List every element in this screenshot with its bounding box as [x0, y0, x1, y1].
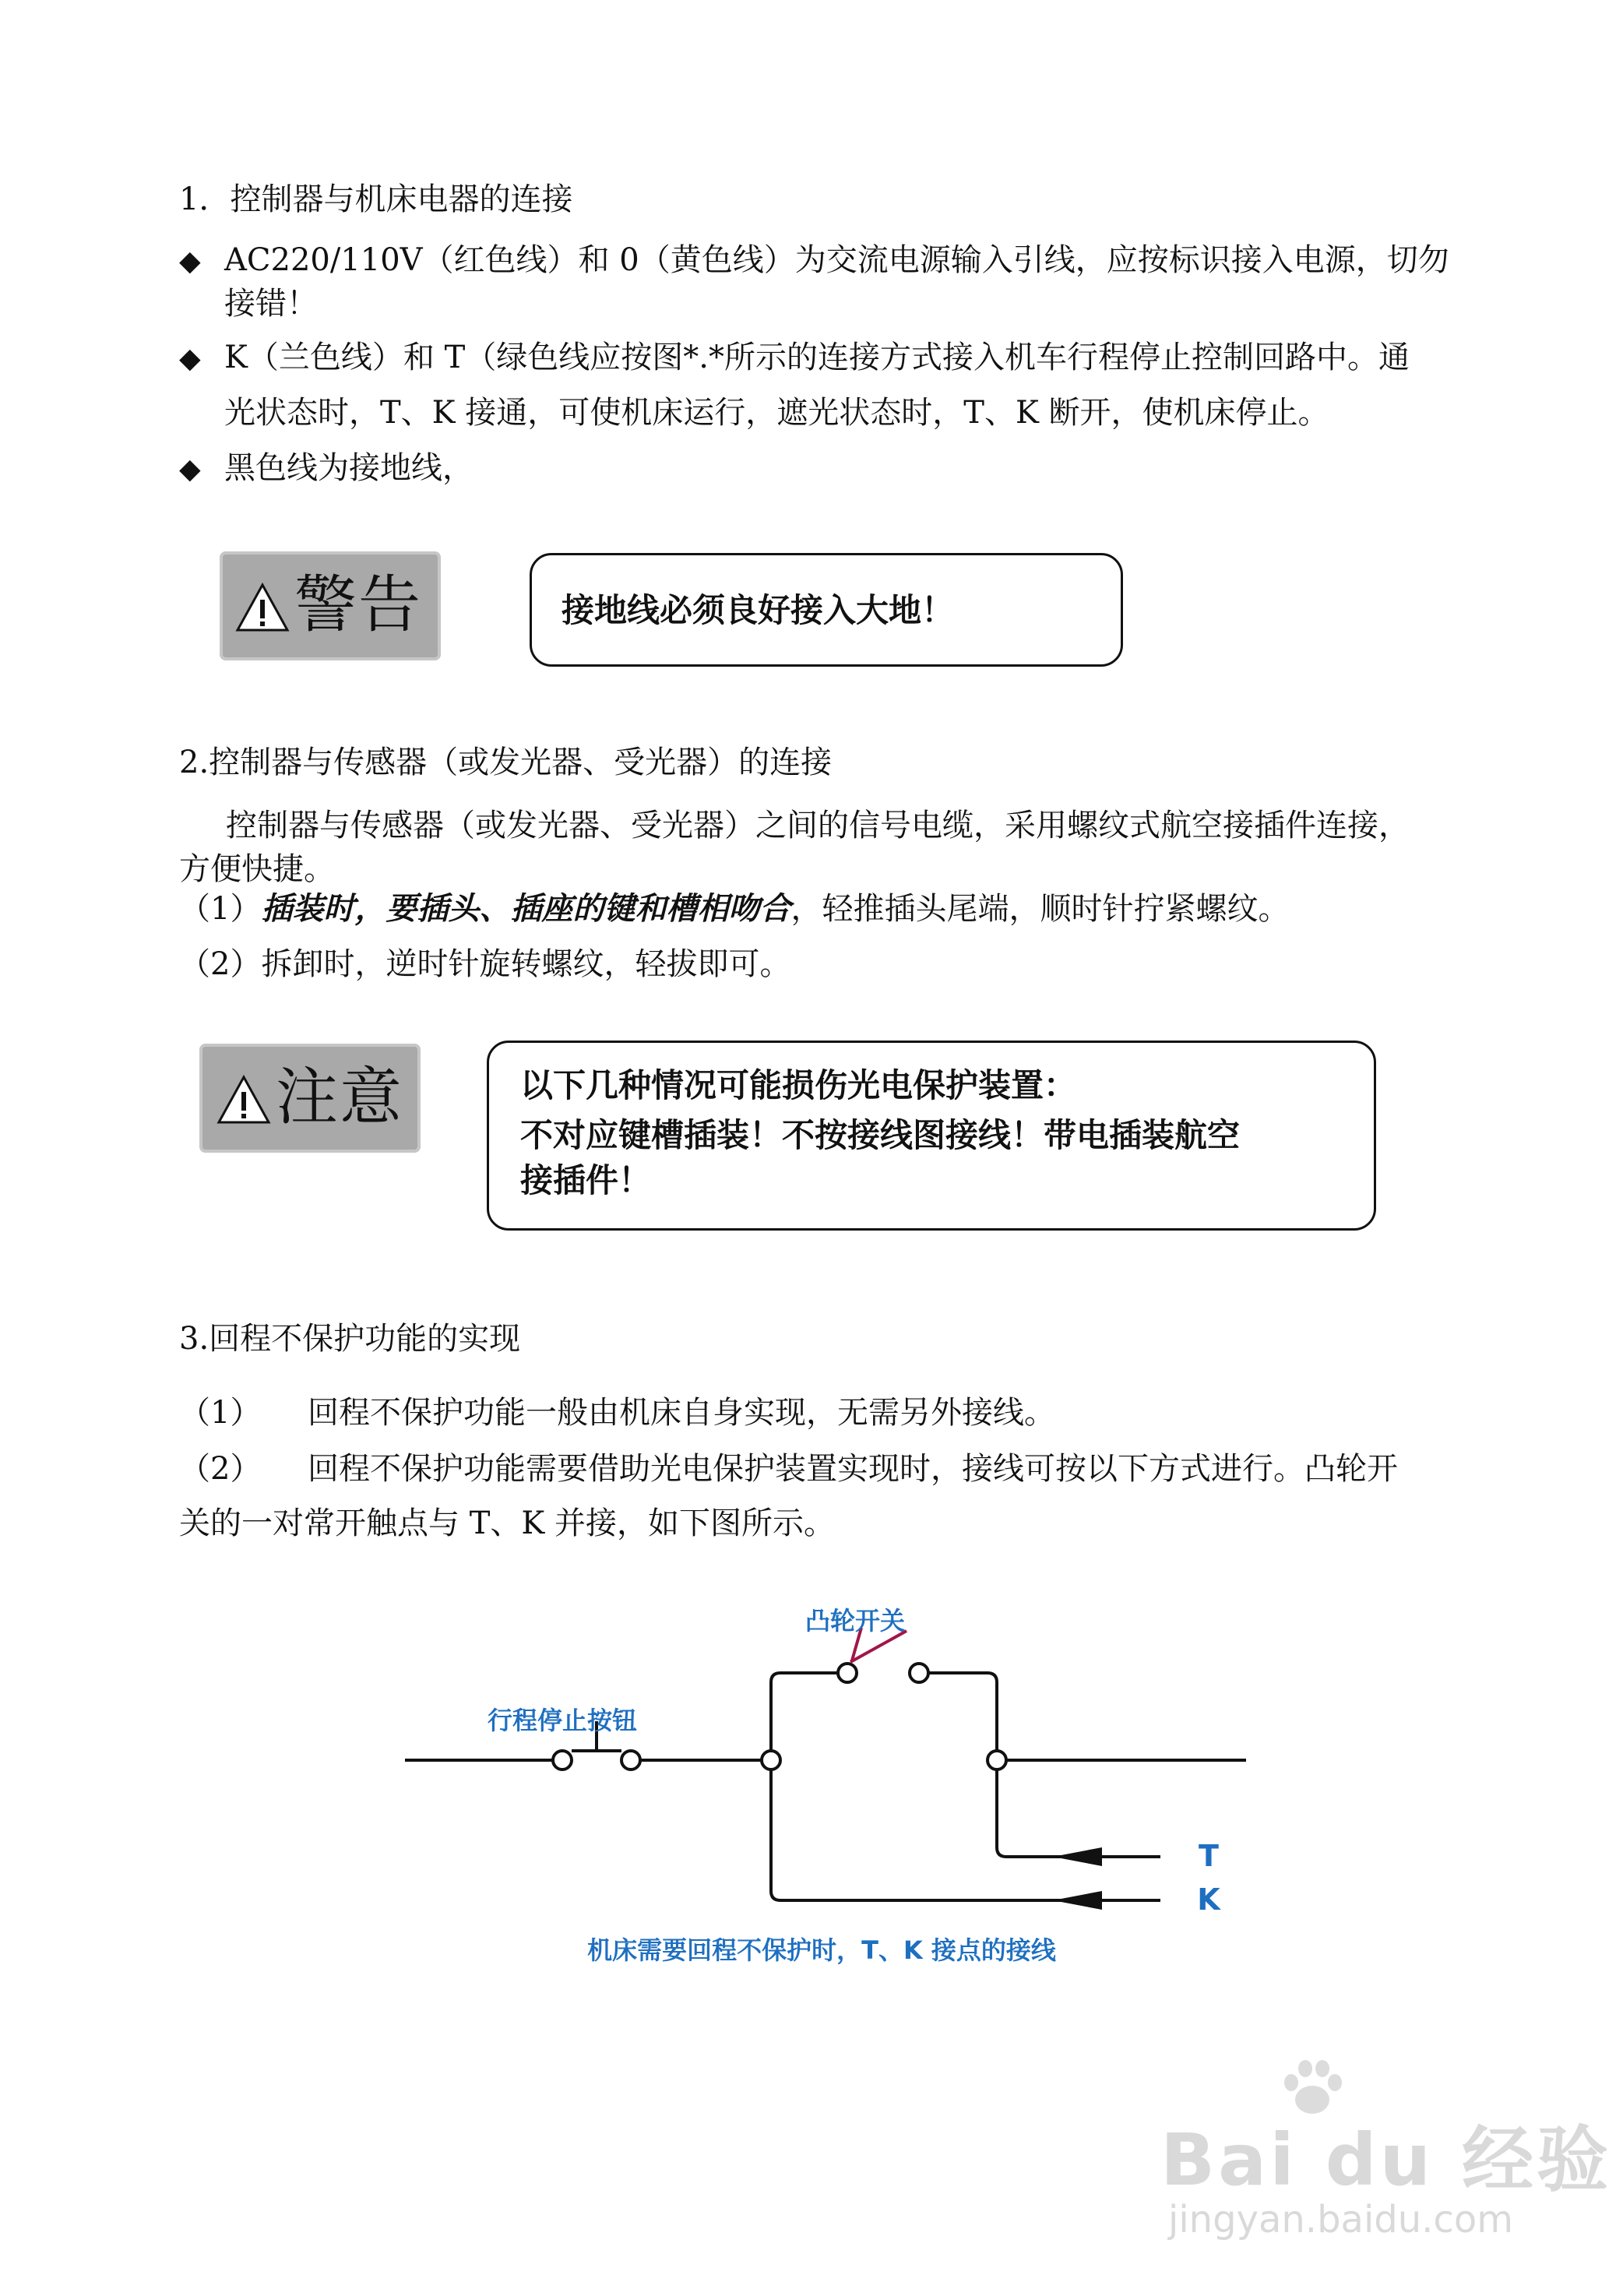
section3-heading: 3.回程不保护功能的实现	[179, 1321, 521, 1357]
bullet1-line1: AC220/110V（红色线）和 0（黄色线）为交流电源输入引线，应按标识接入电源，切勿	[224, 242, 1449, 278]
section2-heading: 2.控制器与传感器（或发光器、受光器）的连接	[179, 745, 833, 780]
caution-message-box	[487, 1041, 1376, 1231]
cam-branch-right	[928, 1673, 997, 1751]
junction-right	[988, 1751, 1006, 1770]
section2-item1	[179, 890, 1289, 928]
cam-branch-left	[771, 1673, 838, 1751]
caution-badge-label: 注意	[276, 1061, 403, 1133]
section2-item1-rest: ，轻推插头尾端，顺时针拧紧螺纹。	[790, 891, 1290, 927]
terminal-t-label: T	[1199, 1839, 1219, 1873]
warning-badge-label: 警告	[294, 569, 422, 641]
section1-heading: 1．控制器与机床电器的连接	[179, 181, 573, 217]
warning-message-box	[530, 553, 1123, 667]
bullet1-line2: 接错！	[224, 286, 318, 322]
caution-line1: 以下几种情况可能损伤光电保护装置：	[520, 1066, 1077, 1104]
stop-button-contact-left	[553, 1751, 572, 1770]
section3-item2-line1: 回程不保护功能需要借助光电保护装置实现时，接线可按以下方式进行。凸轮开	[308, 1451, 1398, 1487]
stop-button-label: 行程停止按钮	[487, 1706, 638, 1735]
bullet-diamond-icon: ◆	[179, 343, 201, 375]
section3-item1-text: 回程不保护功能一般由机床自身实现，无需另外接线。	[308, 1395, 1055, 1431]
warning-triangle-icon	[235, 583, 290, 632]
warning-badge	[220, 551, 441, 660]
diagram-caption: 机床需要回程不保护时，T、K 接点的接线	[587, 1935, 1056, 1965]
cam-contact-right	[910, 1664, 928, 1682]
section2-item1-number: （1）	[179, 891, 262, 927]
baidu-watermark-logo: Bai du 经验	[1160, 2118, 1612, 2202]
bullet3: 黑色线为接地线，	[224, 450, 474, 486]
t-arrowhead-icon	[1053, 1847, 1102, 1866]
section2-item2: （2）拆卸时，逆时针旋转螺纹，轻拔即可。	[179, 946, 791, 982]
bullet-diamond-icon: ◆	[179, 245, 201, 277]
stop-button-contact-right	[621, 1751, 640, 1770]
bullet2-line1: K（兰色线）和 T（绿色线应按图*.*所示的连接方式接入机车行程停止控制回路中。通	[224, 340, 1410, 375]
k-arrowhead-icon	[1053, 1891, 1102, 1910]
section2-para-line1: 控制器与传感器（或发光器、受光器）之间的信号电缆，采用螺纹式航空接插件连接，	[226, 808, 1410, 843]
cam-contact-left	[838, 1664, 857, 1682]
warning-message: 接地线必须良好接入大地！	[562, 591, 955, 629]
caution-line2: 不对应键槽插装！不按接线图接线！带电插装航空	[520, 1116, 1241, 1154]
section2-item1-emphasis: 插装时，要插头、插座的键和槽相吻合	[261, 890, 791, 927]
section3-item2-number: （2）	[179, 1451, 262, 1487]
k-branch-wire	[771, 1770, 1075, 1900]
baidu-watermark-url: jingyan.baidu.com	[1168, 2198, 1513, 2241]
cam-switch-label: 凸轮开关	[804, 1606, 906, 1636]
t-branch-wire	[997, 1770, 1075, 1857]
caution-triangle-icon	[217, 1075, 271, 1125]
wiring-diagram	[389, 1573, 1277, 1978]
caution-badge	[199, 1044, 421, 1153]
terminal-k-label: K	[1197, 1882, 1220, 1917]
section2-para-line2: 方便快捷。	[179, 851, 335, 887]
bullet2-line2: 光状态时，T、K 接通，可使机床运行，遮光状态时，T、K 断开，使机床停止。	[224, 395, 1329, 431]
junction-left	[762, 1751, 780, 1770]
section3-item1-number: （1）	[179, 1395, 262, 1431]
section3-item2-line2: 关的一对常开触点与 T、K 并接，如下图所示。	[179, 1505, 835, 1541]
bullet-diamond-icon: ◆	[179, 453, 201, 485]
paw-print-icon	[1277, 2056, 1347, 2118]
caution-line3: 接插件！	[520, 1161, 652, 1199]
